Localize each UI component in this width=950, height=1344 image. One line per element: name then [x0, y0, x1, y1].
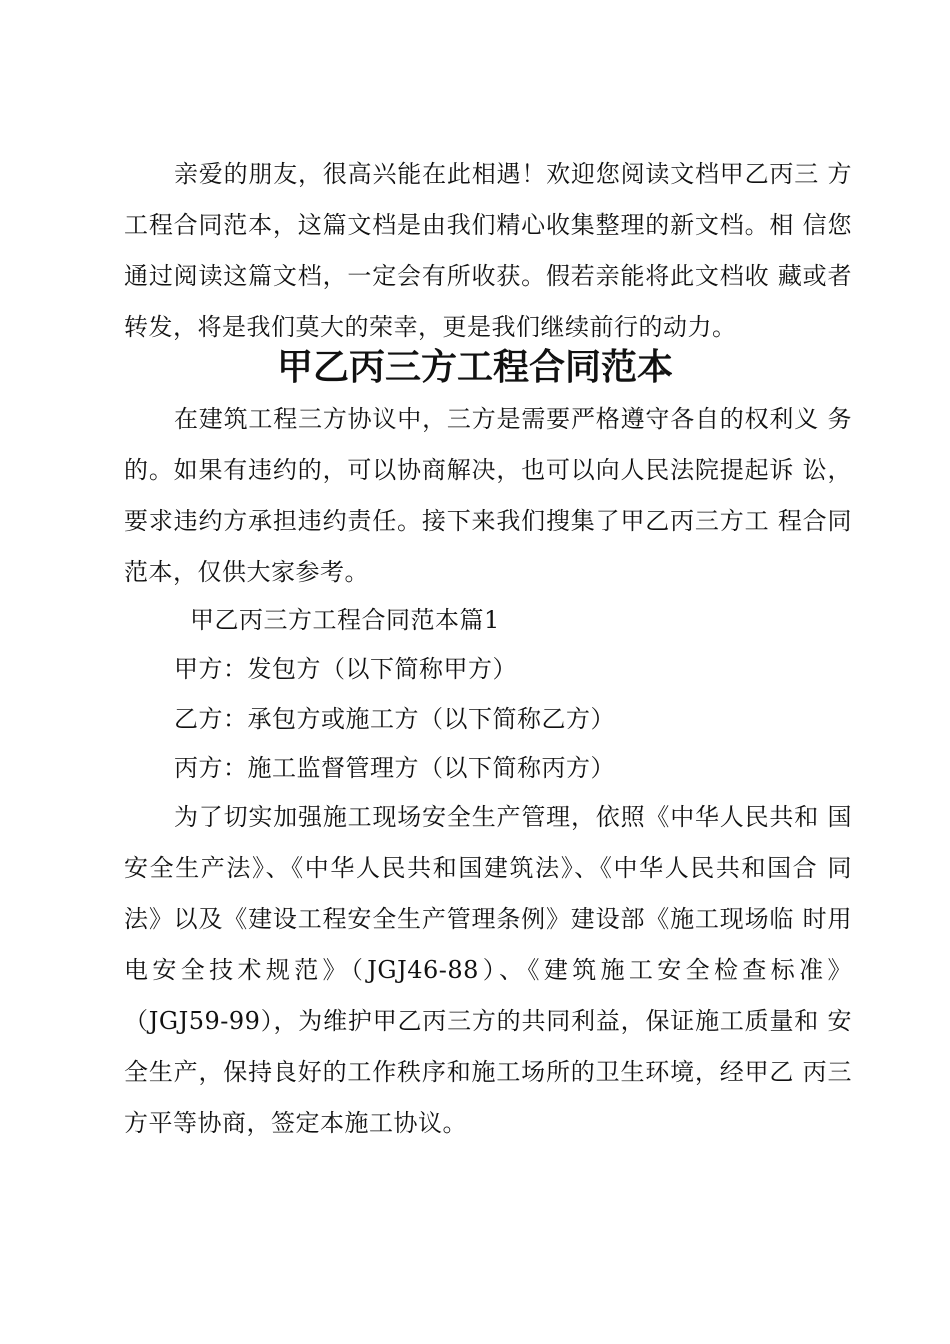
- party-b-line: 乙方：承包方或施工方（以下简称乙方）: [174, 705, 615, 733]
- intro-paragraph: 亲爱的朋友，很高兴能在此相遇！欢迎您阅读文档甲乙丙三 方工程合同范本，这篇文档是由我们精心收集整理的新文档。相 信您通过阅读这篇文档，一定会有所收获。假若亲能将此文档收 藏或者转发，将是我们莫大的荣幸，更是我们继续前行的动力。: [124, 160, 852, 341]
- section-heading: 甲乙丙三方工程合同范本篇1: [190, 606, 500, 634]
- document-title: 甲乙丙三方工程合同范本: [276, 347, 673, 388]
- party-a-line: 甲方：发包方（以下简称甲方）: [174, 655, 517, 683]
- lead-paragraph: 在建筑工程三方协议中，三方是需要严格遵守各自的权利义 务的。如果有违约的，可以协商解决，也可以向人民法院提起诉 讼，要求违约方承担违约责任。接下来我们搜集了甲乙丙三方工 程合同范本，仅供大家参考。: [124, 405, 852, 586]
- party-c-line: 丙方：施工监督管理方（以下简称丙方）: [174, 754, 615, 782]
- body-paragraph: 为了切实加强施工现场安全生产管理，依照《中华人民共和 国安全生产法》、《中华人民共和国建筑法》、《中华人民共和国合 同法》以及《建设工程安全生产管理条例》建设部《施工现场临 时用电安全技术规范》（JGJ46-88）、《建筑施工安全检查标准》（JGJ59-99），为维护甲乙丙三方的共同利益，保证施工质量和 安全生产，保持良好的工作秩序和施工场所的卫生环境，经甲乙 丙三方平等协商，签定本施工协议。: [124, 803, 852, 1137]
